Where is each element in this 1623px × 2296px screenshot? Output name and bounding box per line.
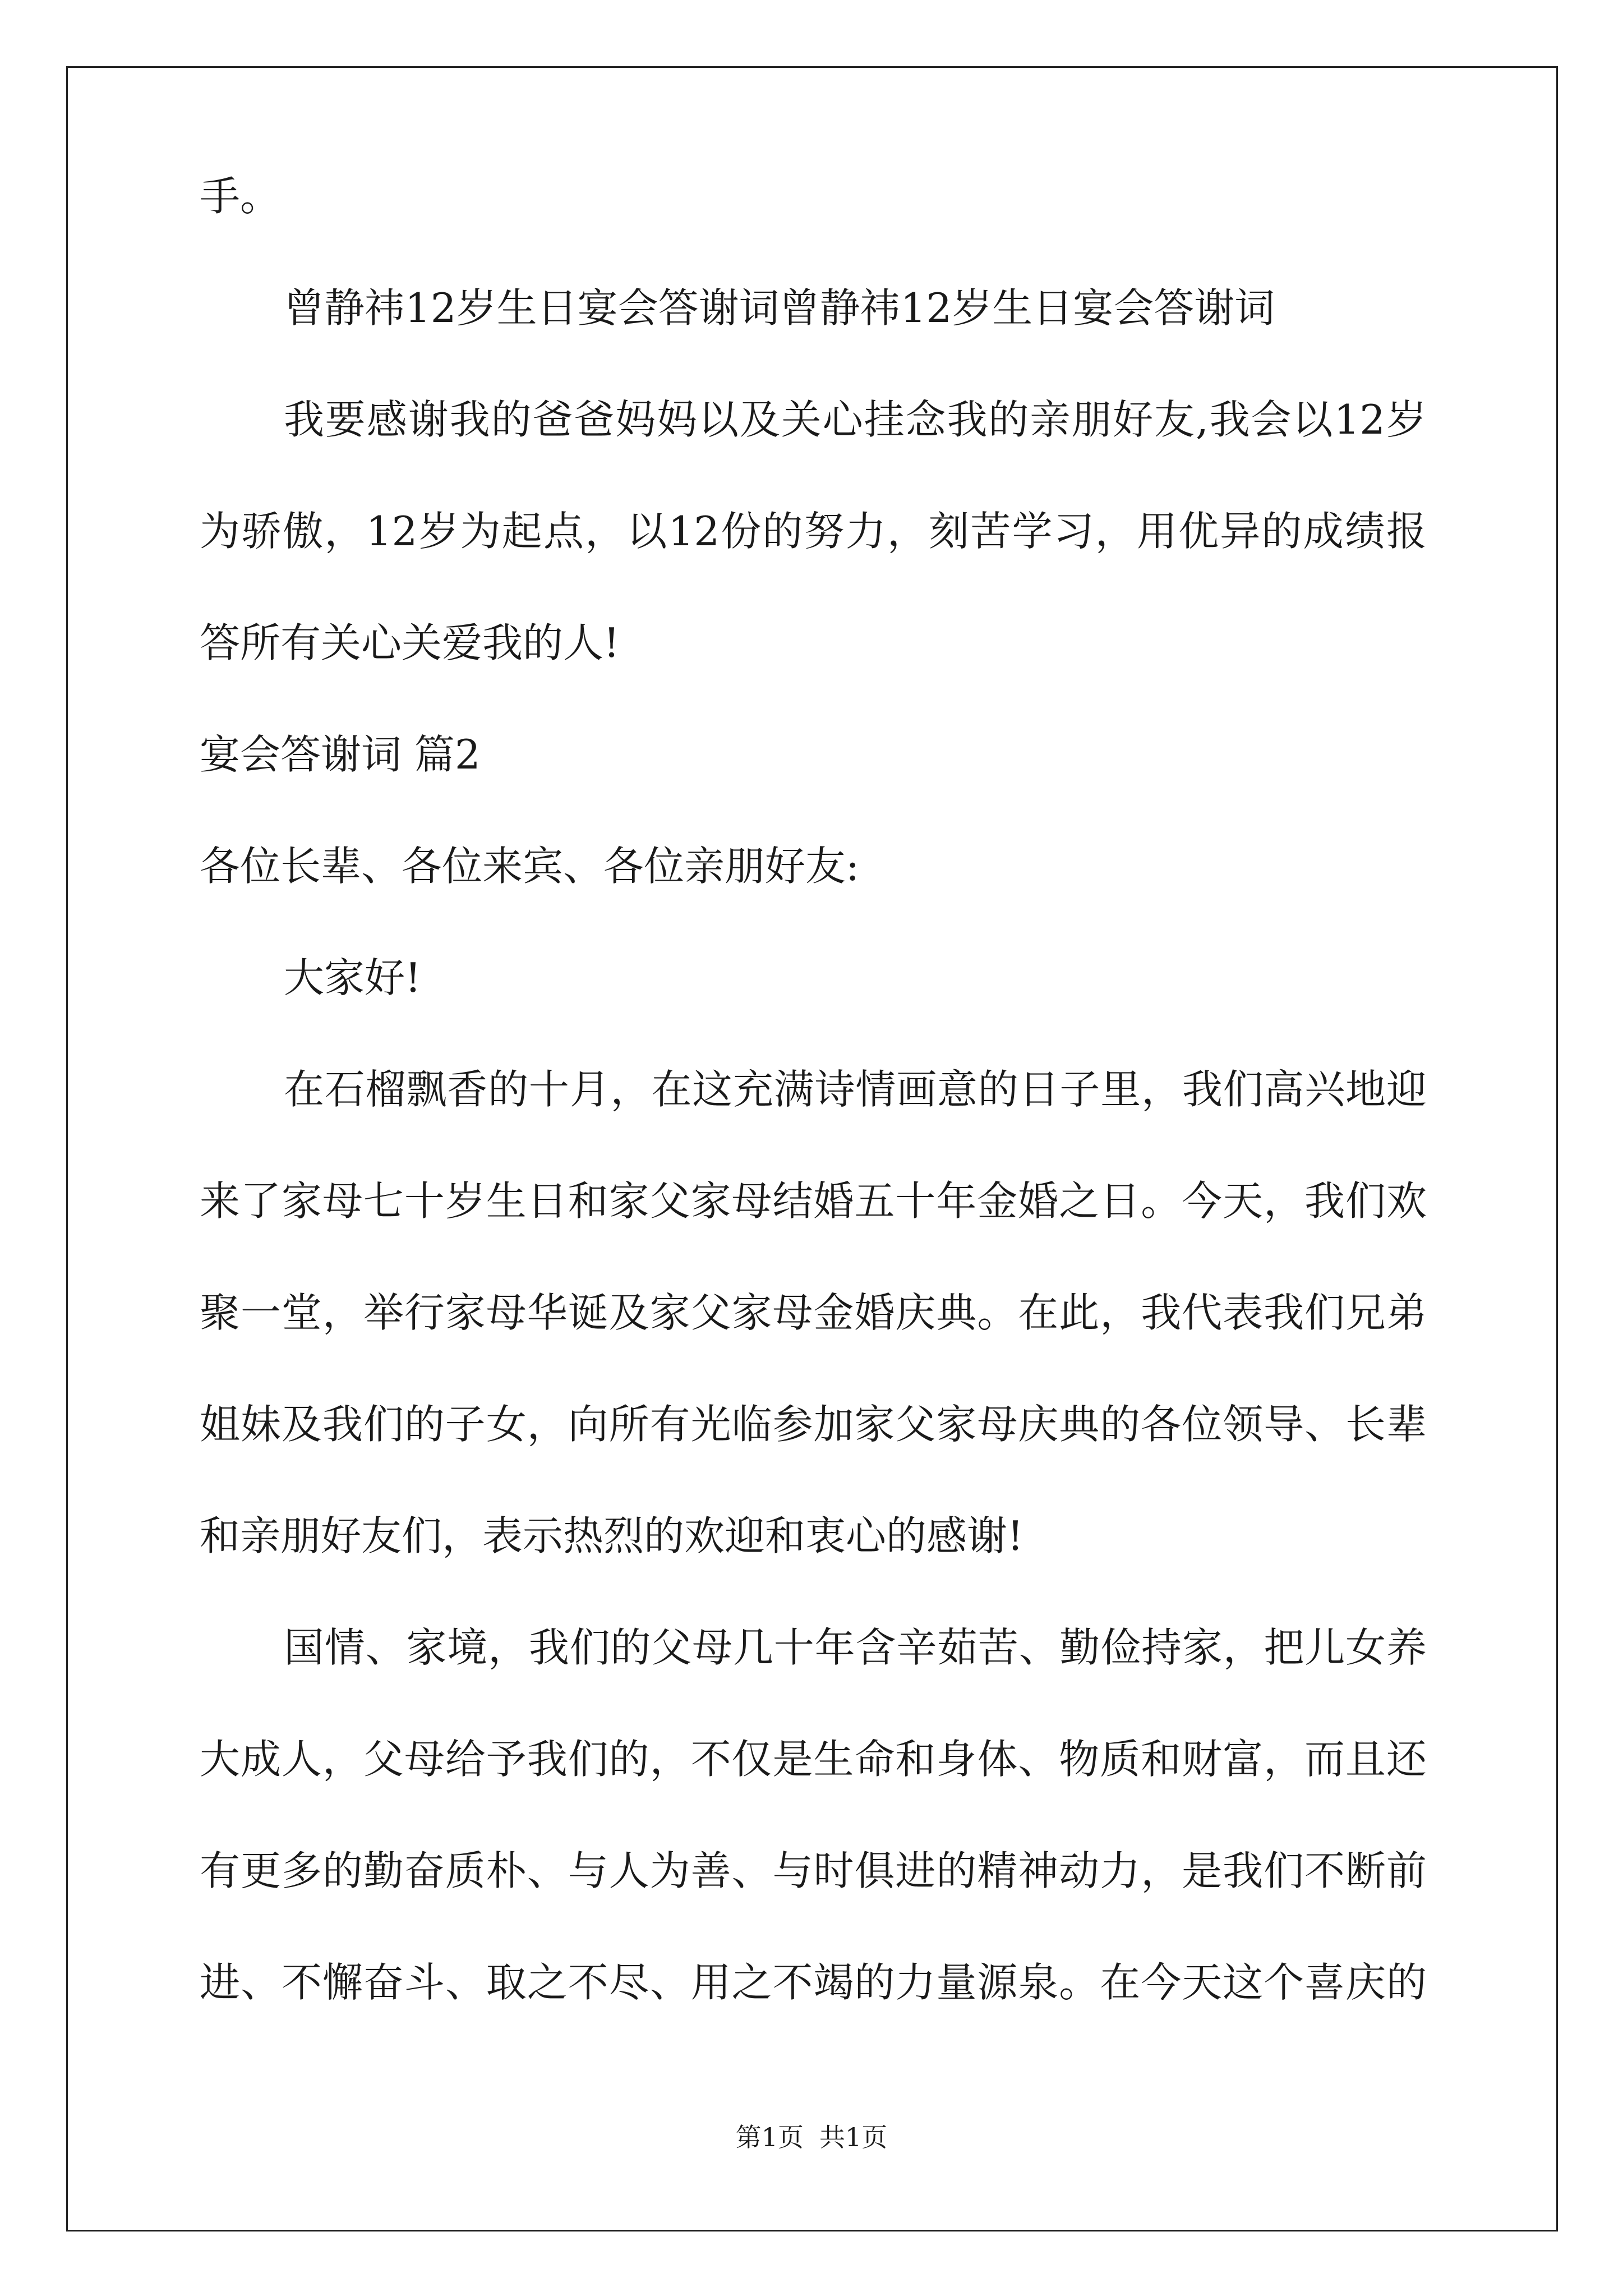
- text-line: 大成人，父母给予我们的，不仅是生命和身体、物质和财富，而且还: [200, 1736, 1427, 1783]
- text-line: 和亲朋好友们，表示热烈的欢迎和衷心的感谢!: [200, 1512, 1023, 1559]
- page-number: 第1页: [735, 2122, 804, 2152]
- text-line: 在石榴飘香的十月，在这充满诗情画意的日子里，我们高兴地迎: [284, 1066, 1427, 1113]
- text-line: 聚一堂，举行家母华诞及家父家母金婚庆典。在此，我代表我们兄弟: [200, 1289, 1427, 1336]
- text-line: 来了家母七十岁生日和家父家母结婚五十年金婚之日。今天，我们欢: [200, 1177, 1427, 1225]
- section-heading: 宴会答谢词 篇2: [200, 731, 481, 778]
- text-line: 答所有关心关爱我的人!: [200, 619, 620, 666]
- text-line: 有更多的勤奋质朴、与人为善、与时俱进的精神动力，是我们不断前: [200, 1847, 1427, 1894]
- text-line: 我要感谢我的爸爸妈妈以及关心挂念我的亲朋好友,我会以12岁: [284, 396, 1427, 443]
- text-line: 姐妹及我们的子女，向所有光临参加家父家母庆典的各位领导、长辈: [200, 1401, 1427, 1448]
- paragraph-title: 曾静祎12岁生日宴会答谢词曾静祎12岁生日宴会答谢词: [284, 284, 1275, 332]
- text-line: 进、不懈奋斗、取之不尽、用之不竭的力量源泉。在今天这个喜庆的: [200, 1959, 1427, 2006]
- page-footer: [0, 2120, 1623, 2154]
- text-line: 为骄傲，12岁为起点，以12份的努力，刻苦学习，用优异的成绩报: [200, 508, 1427, 555]
- page-total: 共1页: [819, 2122, 888, 2152]
- text-line: 手。: [200, 173, 281, 220]
- text-line: 国情、家境，我们的父母几十年含辛茹苦、勤俭持家，把儿女养: [284, 1624, 1427, 1671]
- page-border: [66, 66, 1558, 2231]
- salutation: 各位长辈、各位来宾、各位亲朋好友:: [200, 843, 860, 890]
- greeting: 大家好!: [284, 954, 421, 1001]
